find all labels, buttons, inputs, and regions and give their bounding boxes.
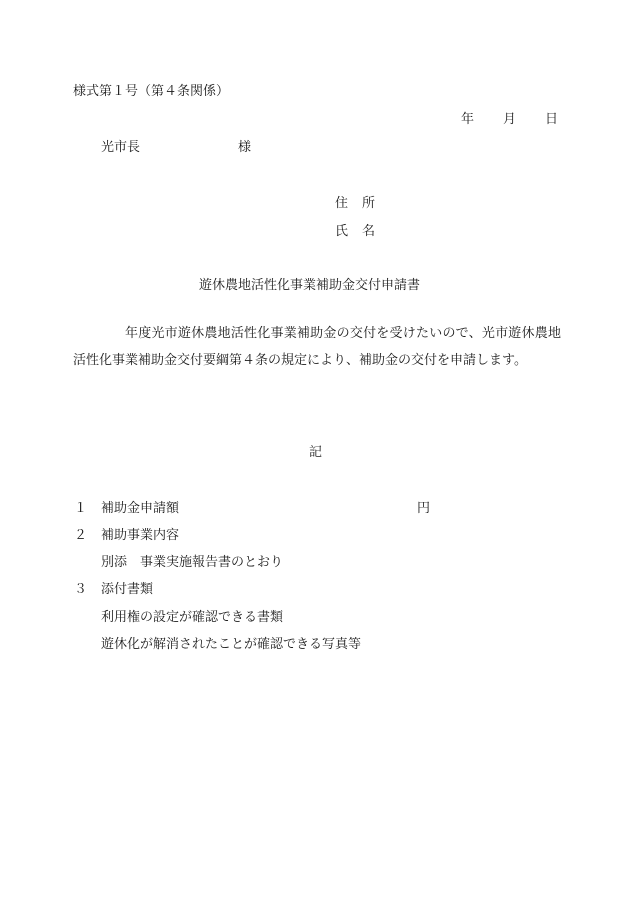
note-heading: 記 [309,445,323,460]
attachment-item: 利用権の設定が確認できる書類 [101,610,284,625]
date-month-label: 月 [503,112,517,127]
form-number: 様式第１号（第４条関係） [73,84,230,99]
document-title: 遊休農地活性化事業補助金交付申請書 [199,278,421,293]
name-label: 氏名 [335,224,390,239]
honorific: 様 [238,140,252,155]
attachment-item: 遊休化が解消されたことが確認できる写真等 [101,637,362,652]
item-number: ３ [74,582,88,597]
addressee: 光市長 [101,140,141,155]
address-label: 住所 [335,196,390,211]
item-number: ２ [74,528,88,543]
item-number: １ [74,501,88,516]
item-label-subsidy-amount: 補助金申請額 [101,501,180,516]
date-year-label: 年 [461,112,475,127]
date-day-label: 日 [545,112,559,127]
yen-unit: 円 [417,501,431,516]
item-detail-project-content: 別添 事業実施報告書のとおり [101,555,284,570]
application-body-text: 年度光市遊休農地活性化事業補助金の交付を受けたいので、光市遊休農地活性化事業補助金交付要綱第４条の規定により、補助金の交付を申請します。 [73,326,561,368]
item-label-attachments: 添付書類 [101,582,154,597]
item-label-project-content: 補助事業内容 [101,528,180,543]
